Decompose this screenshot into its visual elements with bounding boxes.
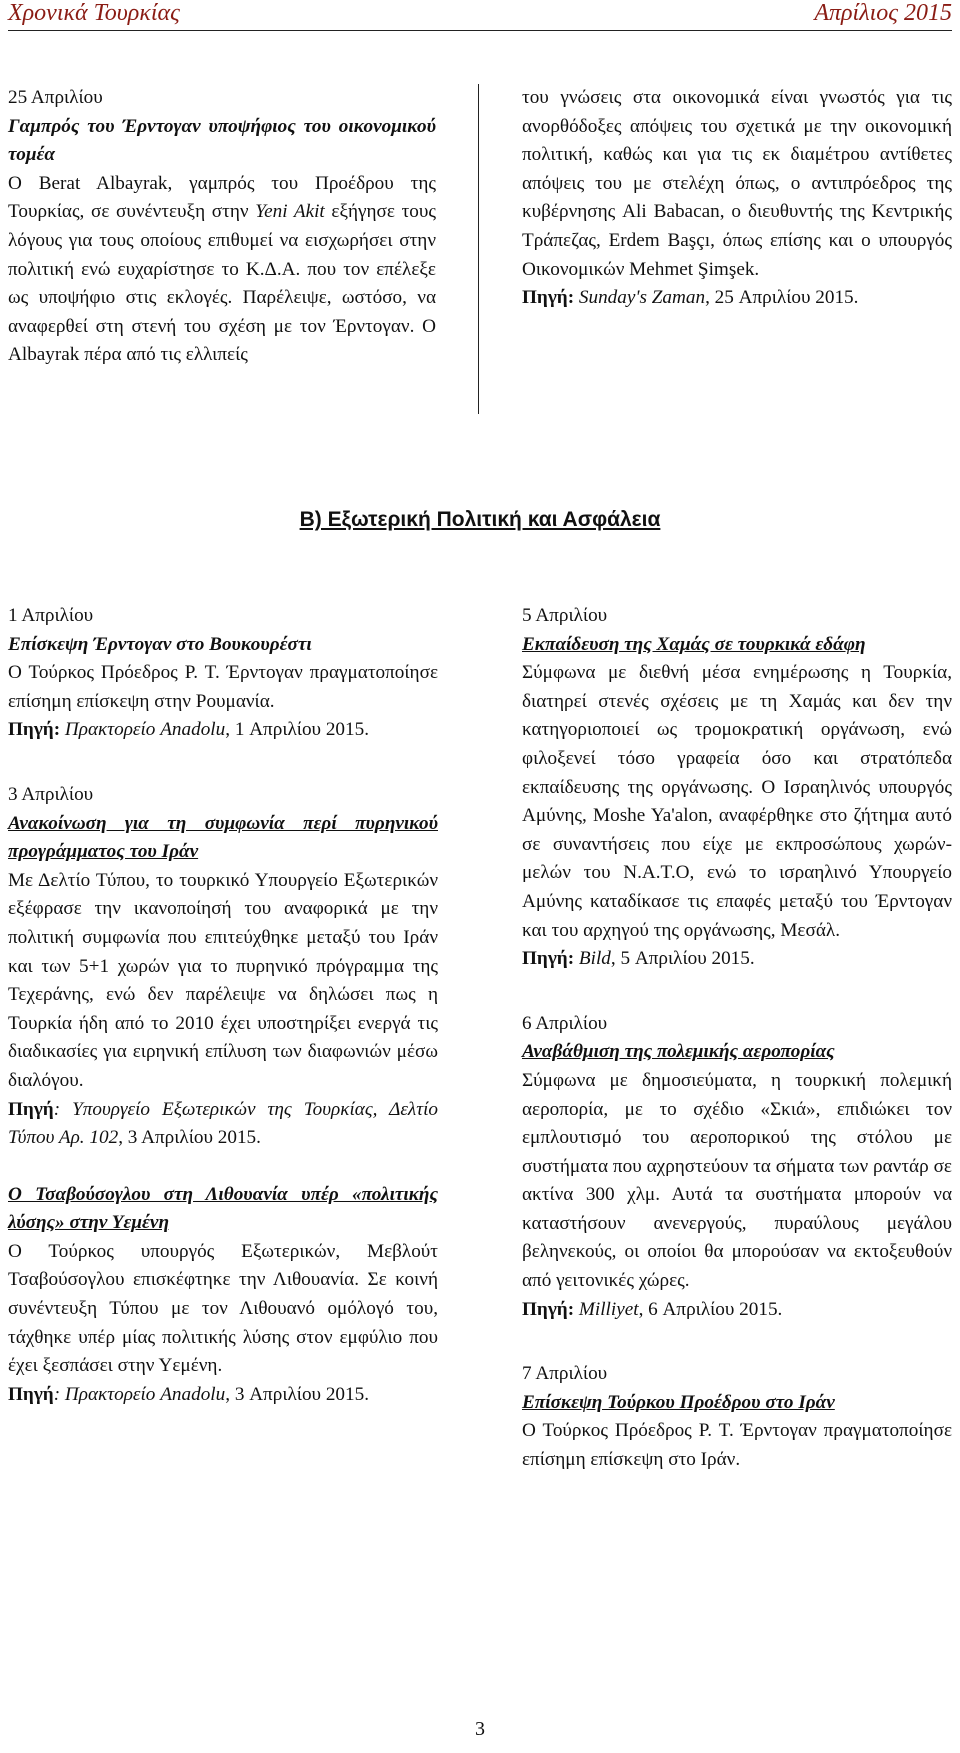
article-source [8, 1096, 438, 1153]
source-label: Πηγή: [8, 719, 61, 741]
source-name: : Πρακτορείο Anadolu [53, 1383, 226, 1405]
article-title: Επίσκεψη Έρντογαν στο Βουκουρέστι [8, 633, 312, 655]
body-text: εξήγησε τους λόγους για τους οποίους επιθυμεί να εισχωρήσει στην πολιτική ενώ ευχαρίστησε το Κ.Δ.Α. που τον επέλεξε ως υποψήφιο στις εκλογές. Παρέλειψε, ωστόσο, να αναφερθεί στη στενή του σχέση με τον Έρντογαν. Ο Albayrak πέρα από τις ελλιπείς [8, 201, 436, 366]
article-source [522, 1296, 952, 1325]
section-title: Β) Εξωτερική Πολιτική και Ασφάλεια [299, 508, 661, 531]
page-header [8, 0, 952, 31]
article-body [8, 170, 436, 370]
article-date: 7 Απριλίου [522, 1363, 608, 1385]
article-body: Ο Τούρκος Πρόεδρος Ρ. Τ. Έρντογαν πραγματοποίησε επίσημη επίσκεψη στο Ιράν. [522, 1420, 952, 1471]
header-date: Απρίλιος 2015 [814, 0, 952, 26]
article-title: Ο Τσαβούσογλου στη Λιθουανία υπέρ «πολιτικής λύσης» στην Υεμένη [8, 1183, 438, 1234]
article-title: Ανακοίνωση για τη συμφωνία περί πυρηνικού προγράμματος του Ιράν [8, 812, 438, 863]
article-source [522, 284, 952, 313]
source-name: Πρακτορείο Anadolu [64, 719, 226, 741]
article-body: Σύμφωνα με δημοσιεύματα, η τουρκική πολεμική αεροπορία, με το σχέδιο «Σκιά», επιδιώκει τον εμπλουτισμό του αεροπορικού της στόλου με συστήματα που αχρηστεύουν τα σήματα των ραντάρ σε ακτίνα 300 χλμ. Αυτά τα συστήματα μπορούν να καταστήσουν ανενεργούς, πυραύλους μεγάλου βεληνεκούς, οι οποίοι θα μπορούσαν να εκτοξευθούν από γειτονικές χώρες. [522, 1069, 952, 1292]
article-date: 25 Απριλίου [8, 87, 103, 108]
article-body: Σύμφωνα με διεθνή μέσα ενημέρωσης η Τουρκία, διατηρεί στενές σχέσεις με τη Χαμάς και δεν την κατηγοριοποιεί ως τρομοκρατική οργάνωση, ενώ φιλοξενεί τόσο γραφεία όσο και στρατόπεδα εκπαίδευσης της οργάνωσης. Ο Ισραηλινός υπουργός Αμύνης, Moshe Ya'alon, αναφέρθηκε στο ζήτημα αυτό σε συναντήσεις που είχε με εκπροσώπους χωρών-μελών του Ν.Α.Τ.Ο, ενώ το ισραηλινό Υπουργείο Αμύνης καταδίκασε τις επαφές μεταξύ του Έρντογαν και του αρχηγού της οργάνωσης, Μεσάλ. [522, 662, 952, 941]
article-body: Ο Τούρκος Πρόεδρος Ρ. Τ. Έρντογαν πραγματοποίησε επίσημη επίσκεψη στην Ρουμανία. [8, 662, 438, 712]
top-right-column [522, 84, 952, 313]
article-date: 3 Απριλίου [8, 783, 94, 805]
source-label: Πηγή [8, 1098, 54, 1120]
article-title: Εκπαίδευση της Χαμάς σε τουρκικά εδάφη [522, 633, 866, 655]
source-date: , 25 Απριλίου 2015. [705, 287, 859, 309]
body-text: Ο Berat Albayrak, γαμπρός του Προέδρου της Τουρκίας, σε συνέντευξη στην [8, 172, 436, 223]
article-title: Επίσκεψη Τούρκου Προέδρου στο Ιράν [522, 1391, 835, 1413]
source-name: : Υπουργείο Εξωτερικών της Τουρκίας, Δελτίο Τύπου Αρ. 102 [8, 1098, 438, 1149]
article-body: Ο Τούρκος υπουργός Εξωτερικών, Μεβλούτ Τσαβούσογλου επισκέφτηκε την Λιθουανία. Σε κοινή συνέντευξη Τύπου με τον Λιθουανό ομόλογό του, τάχθηκε υπέρ μίας πολιτικής λύσης στον εμφύλιο που έχει ξεσπάσει στην Υεμένη. [8, 1240, 438, 1377]
source-date: , 6 Απριλίου 2015. [638, 1298, 783, 1320]
header-title: Χρονικά Τουρκίας [8, 0, 180, 26]
source-name: Milliyet [578, 1298, 639, 1320]
article-body: του γνώσεις στα οικονομικά είναι γνωστός για τις ανορθόδοξες απόψεις του σχετικά με την οικονομική πολιτική, καθώς και για τις εκ διαμέτρου αντίθετες απόψεις του με στελέχη όπως, ο αντιπρόεδρος της κυβέρνησης Ali Babacan, ο διευθυντής της Κεντρικής Τράπεζας, Erdem Başçı, όπως επίσης και ο υπουργός Οικονομικών Mehmet Şimşek. [522, 87, 952, 280]
article-date: 1 Απριλίου [8, 605, 94, 626]
source-label: Πηγή: [522, 1298, 575, 1320]
article-body: Με Δελτίο Τύπου, το τουρκικό Υπουργείο Εξωτερικών εξέφρασε την ικανοποίησή του αναφορικά με την πολιτική συμφωνία που επιτεύχθηκε μεταξύ του Ιράν και των 5+1 χωρών για το πυρηνικό πρόγραμμα της Τεχεράνης, ενώ δεν παρέλειψε να δηλώσει πως η Τουρκία ήδη από το 2010 έχει υποστηρίξει ενεργά τις διαδικασίες για ειρηνική επίλυση των διαφωνιών μέσω διαλόγου. [8, 869, 438, 1091]
article-source [8, 716, 438, 745]
source-label: Πηγή: [522, 948, 575, 970]
bottom-right-column [522, 602, 952, 1475]
column-divider [478, 84, 479, 414]
article-source [522, 945, 952, 974]
top-left-column [8, 84, 436, 370]
source-label: Πηγή: [522, 287, 575, 309]
source-name: Sunday's Zaman [578, 287, 706, 309]
source-label: Πηγή [8, 1383, 54, 1405]
page-number: 3 [475, 1718, 485, 1740]
article-date: 5 Απριλίου [522, 605, 608, 626]
article-date: 6 Απριλίου [522, 1012, 608, 1034]
section-heading [0, 508, 960, 532]
source-date: , 3 Απριλίου 2015. [118, 1127, 261, 1149]
source-date: , 3 Απριλίου 2015. [225, 1383, 370, 1405]
source-date: , 1 Απριλίου 2015. [225, 719, 370, 741]
article-title: Γαμπρός του Έρντογαν υποψήφιος του οικονομικού τομέα [8, 115, 436, 166]
source-name: Bild [578, 948, 611, 970]
article-title: Αναβάθμιση της πολεμικής αεροπορίας [522, 1041, 835, 1063]
newspaper-name: Yeni Akit [255, 201, 325, 223]
source-date: , 5 Απριλίου 2015. [610, 948, 755, 970]
bottom-left-column [8, 602, 438, 1409]
article-source [8, 1381, 438, 1410]
